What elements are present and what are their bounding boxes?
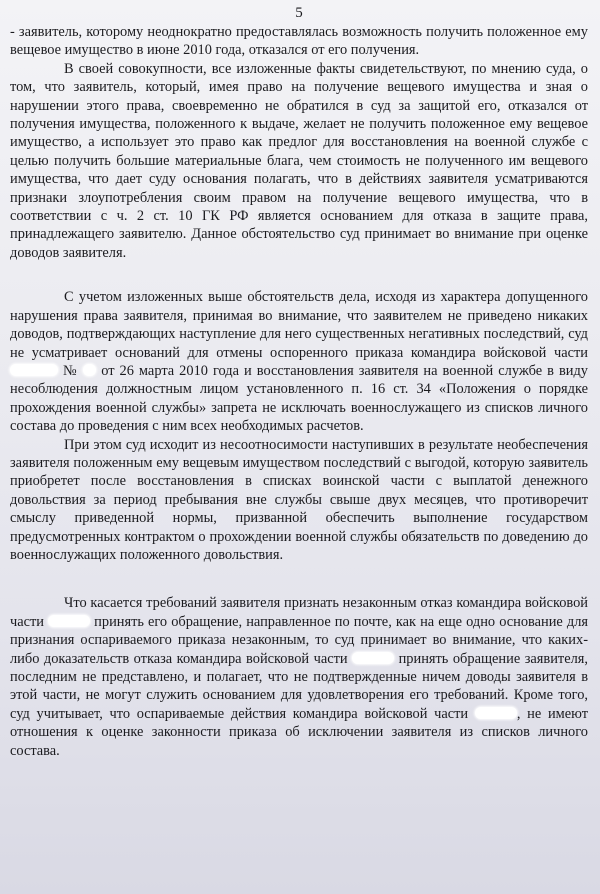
paragraph-1: - заявитель, которому неоднократно предоставлялась возможность получить положенное ему вещевое имущество в июне 2010 года, отказался от его получения.: [10, 24, 588, 59]
paragraph-5: [10, 594, 588, 760]
redacted-unit-number: [48, 615, 90, 627]
page-number: 5: [295, 5, 303, 21]
redacted-unit-number: [352, 652, 394, 664]
paragraph-2: В своей совокупности, все изложенные факты свидетельствуют, по мнению суда, о том, что заявитель, который, имея право на получение вещевого имущества и зная о нарушении этого права, своевременно не обратился в суд за защитой его, отказался от получения имущества, положенного к выдаче, желает не получить положенное ему вещевое имущество, а использует это право как предлог для восстановления на военной службе с целью получить большие материальные блага, чем стоимость не полученного им вещевого имущества, что дает суду основания полагать, что в действиях заявителя усматриваются признаки злоупотребления своим правом на получение вещевого имущества, что в соответствии с ч. 2 ст. 10 ГК РФ является основанием для отказа в защите права, принадлежащего заявителю. Данное обстоятельство суд принимает во внимание при оценке доводов заявителя.: [10, 60, 588, 261]
spacer: [10, 262, 588, 288]
paragraph-5-text-a: Что касается требований заявителя признать незаконным отказ командира войсковой части: [10, 595, 588, 630]
paragraph-3-text-b: от 26 марта 2010 года и восстановления заявителя на военной службе в виду несоблюдения должностным лицом установленного п. 16 ст. 34 «Положения о порядке прохождения военной службы» запрета не исключать военнослужащего из списков личного состава до проведения с ним всех необходимых расчетов.: [10, 362, 588, 435]
redacted-unit-number: [475, 707, 517, 719]
paragraph-5-text-c: принять обращение заявителя, последним не представлено, и полагает, что не подтвержденные ничем доводы заявителя в этой части, не могут служить основанием для удовлетворения его требований. Кроме того, суд учитывает, что оспариваемые действия командира войсковой части: [10, 650, 588, 722]
redacted-unit-number: [10, 364, 58, 376]
paragraph-5-text-b: принять его обращение, направленное по почте, как на еще одно основание для признания оспариваемого приказа незаконным, то суд принимает во внимание, что каких-либо доказательств отказа командира войсковой части: [10, 613, 588, 667]
paragraph-3: [10, 288, 588, 435]
number-sign: №: [63, 362, 79, 379]
paragraph-3-text-a: С учетом изложенных выше обстоятельств дела, исходя из характера допущенного нарушения права заявителя, принимая во внимание, что заявителем не приведено никаких доводов, подтверждающих наступление для него существенных негативных последствий, суд не усматривает оснований для отмены оспоренного приказа командира войсковой части: [10, 289, 588, 361]
spacer: [10, 564, 588, 594]
paragraph-5-text-d: , не имеют отношения к оценке законности приказа об исключении заявителя из списков личного состава.: [10, 705, 588, 759]
paragraph-4: При этом суд исходит из несоотносимости наступивших в результате необеспечения заявителя положенным ему вещевым имуществом последствий с выгодой, которую заявитель приобретет после восстановления в списках воинской части с выплатой денежного довольствия за период пребывания вне службы свыше двух месяцев, что противоречит смыслу приведенной нормы, призванной обеспечить выполнение государством предусмотренных контрактом о прохождении военной службы обязательств по доведению до военнослужащих положенного довольствия.: [10, 436, 588, 563]
redacted-order-number: [83, 364, 96, 376]
